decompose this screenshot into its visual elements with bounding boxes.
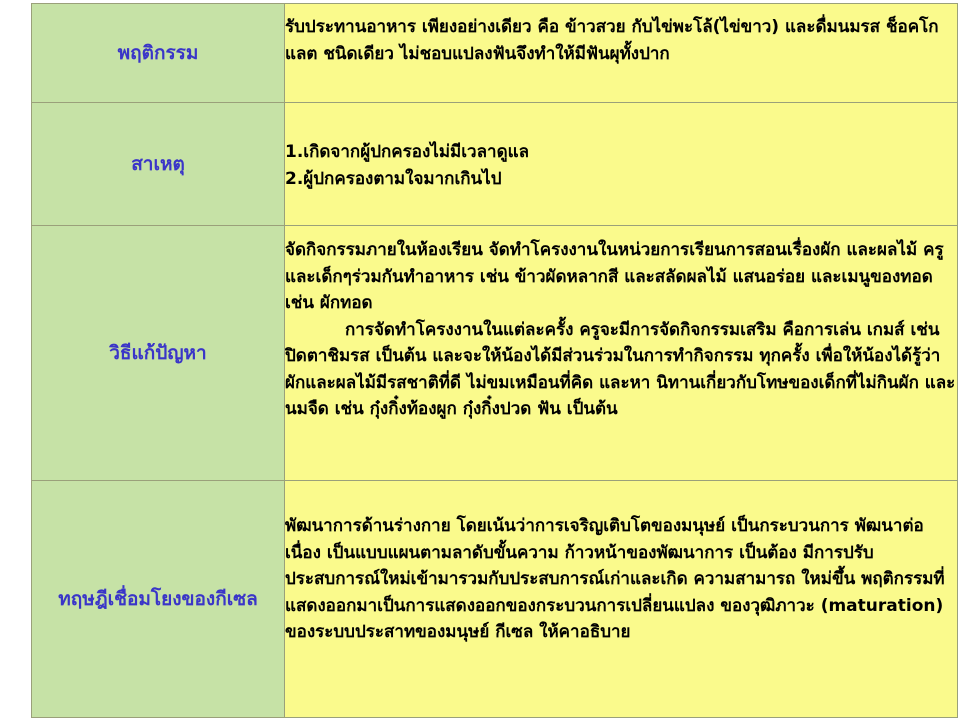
behavior-text: รับประทานอาหาร เพียงอย่างเดียว คือ ข้าวสวย กับไข่พะโล้(ไข่ขาว) และดื่มนมรส ช็อคโกแลต ชนิดเดียว ไม่ชอบแปลงฟันจึงทำให้มีฟันผุทั้งปาก (285, 17, 939, 64)
row-label-solution: วิธีแก้ปัญหา (32, 226, 285, 481)
row-label-theory: ทฤษฎีเชื่อมโยงของกีเซล (32, 481, 285, 718)
table-row-behavior (32, 4, 958, 103)
table-row-solution (32, 226, 958, 481)
solution-paragraph-2: การจัดทำโครงงานในแต่ละครั้ง ครูจะมีการจัดกิจกรรมเสริม คือการเล่น เกมส์ เช่น ปิดตาชิมรส เป็นต้น และจะให้น้องได้มีส่วนร่วมในการทำกิจกรรม ทุกครั้ง เพื่อให้น้องได้รู้ว่าผักและผลไม้มีรสชาติที่ดี ไม่ขมเหมือนที่คิด และหา นิทานเกี่ยวกับโทษของเด็กที่ไม่กินผัก และนมจืด เช่น กุ๋งกิ๋งท้องผูก กุ๋งกิ๋งปวด ฟัน เป็นต้น (285, 319, 956, 419)
table-row-theory (32, 481, 958, 718)
solution-paragraph-1: จัดกิจกรรมภายในห้องเรียน จัดทำโครงงานในหน่วยการเรียนการสอนเรื่องผัก และผลไม้ ครูและเด็กๆร่วมกันทำอาหาร เช่น ข้าวผัดหลากสี และสลัดผลไม้ แสนอร่อย และเมนูของทอด เช่น ผักทอด (285, 240, 944, 313)
table-row-cause (32, 103, 958, 226)
row-label-behavior: พฤติกรรม (32, 4, 285, 103)
row-content-behavior (285, 4, 958, 103)
content-table (31, 3, 958, 718)
row-content-theory (285, 481, 958, 718)
row-content-solution (285, 226, 958, 481)
row-label-cause: สาเหตุ (32, 103, 285, 226)
row-content-cause (285, 103, 958, 226)
cause-item-1: 1.เกิดจากผู้ปกครองไม่มีเวลาดูแล (285, 142, 529, 162)
theory-text: พัฒนาการด้านร่างกาย โดยเน้นว่าการเจริญเติบโตของมนุษย์ เป็นกระบวนการ พัฒนาต่อเนื่อง เป็นแบบแผนตามลาดับขั้นความ ก้าวหน้าของพัฒนาการ เป็นต้อง มีการปรับประสบการณ์ใหม่เข้ามารวมกับประสบการณ์เก่าและเกิด ความสามารถ ใหม่ขึ้น พฤติกรรมที่แสดงออกมาเป็นการแสดงออกของกระบวนการเปลี่ยนแปลง ของวุฒิภาวะ (maturation) ของระบบประสาทของมนุษย์ กีเซล ให้คาอธิบาย (285, 516, 945, 642)
cause-item-2: 2.ผู้ปกครองตามใจมากเกินไป (285, 168, 502, 189)
